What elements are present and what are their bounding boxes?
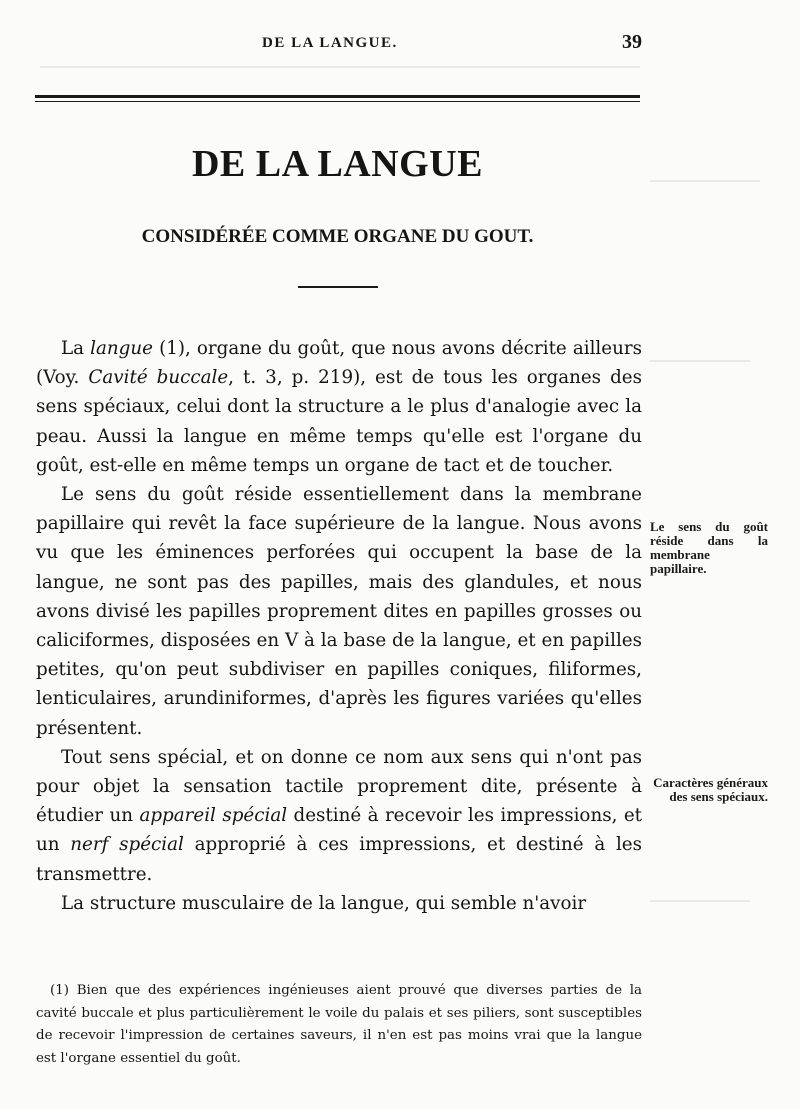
text-run: approprié à ces impressions, et destiné à les transmettre. <box>36 834 642 885</box>
show-through-mark <box>40 66 640 68</box>
text-run: destiné à recevoir les impressions, et un <box>36 805 643 856</box>
header-rule-thick <box>35 95 640 98</box>
paragraph-2: Le sens du goût réside essentiellement dans la membrane papillaire qui revêt la face supérieure de la langue. Nous avons vu que les éminences perforées qui occupent la base de la langue, ne sont pas des papilles, mais des glandules, et nous avons divisé les papilles proprement dites en papilles grosses ou caliciformes, disposées en V à la base de la langue, et en papilles petites, qu'on peut subdiviser en papilles coniques, filiformes, lenticulaires, arundiniformes, d'après les figures variées qu'elles présentent. <box>36 484 642 739</box>
paragraph-1 <box>36 334 642 480</box>
paragraph-4: La structure musculaire de la langue, qui semble n'avoir <box>61 892 587 914</box>
italic-term: langue <box>90 338 153 359</box>
italic-reference: Cavité buccale <box>88 367 229 389</box>
chapter-title: DE LA LANGUE <box>191 143 484 185</box>
text-run: La <box>61 338 91 359</box>
title-separator-rule <box>298 286 378 288</box>
chapter-subtitle: CONSIDÉRÉE COMME ORGANE DU GOUT. <box>141 226 534 247</box>
header-rule-thin <box>35 101 640 102</box>
page-number: 39 <box>622 31 642 53</box>
show-through-mark <box>650 180 760 182</box>
body-text <box>36 334 642 918</box>
paragraph-3 <box>36 743 642 889</box>
footnote-text: (1) Bien que des expériences ingénieuses aient prouvé que diverses parties de la cavité buccale et plus particulièrement le voile du palais et ses piliers, sont susceptibles de recevoir l'impression de certaines saveurs, il n'en est pas moins vrai que la langue est l'organe essentiel du goût. <box>36 983 642 1066</box>
show-through-mark <box>650 360 750 362</box>
text-run: (1), organe du goût, que nous avons décrite ailleurs (Voy. <box>36 338 642 389</box>
footnote <box>36 980 642 1070</box>
show-through-mark <box>650 900 750 902</box>
italic-term: nerf spécial <box>70 834 184 856</box>
margin-note-taste-membrane: Le sens du goût réside dans la membrane papillaire. <box>650 519 768 576</box>
text-run: Tout sens spécial, et on donne ce nom aux sens qui n'ont pas pour objet la sensation tactile proprement dite, présente à étudier un <box>36 746 642 827</box>
margin-note-special-senses: Caractères généraux des sens spéciaux. <box>653 775 768 804</box>
italic-term: appareil spécial <box>139 805 288 827</box>
running-title: DE LA LANGUE. <box>262 35 398 51</box>
running-head <box>0 31 800 55</box>
text-run: , t. 3, p. 219), est de tous les organes des sens spéciaux, celui dont la structure a le plus d'analogie avec la peau. Aussi la langue en même temps qu'elle est l'organe du goût, est-elle en même temps un organe de tact et de toucher. <box>36 367 642 476</box>
